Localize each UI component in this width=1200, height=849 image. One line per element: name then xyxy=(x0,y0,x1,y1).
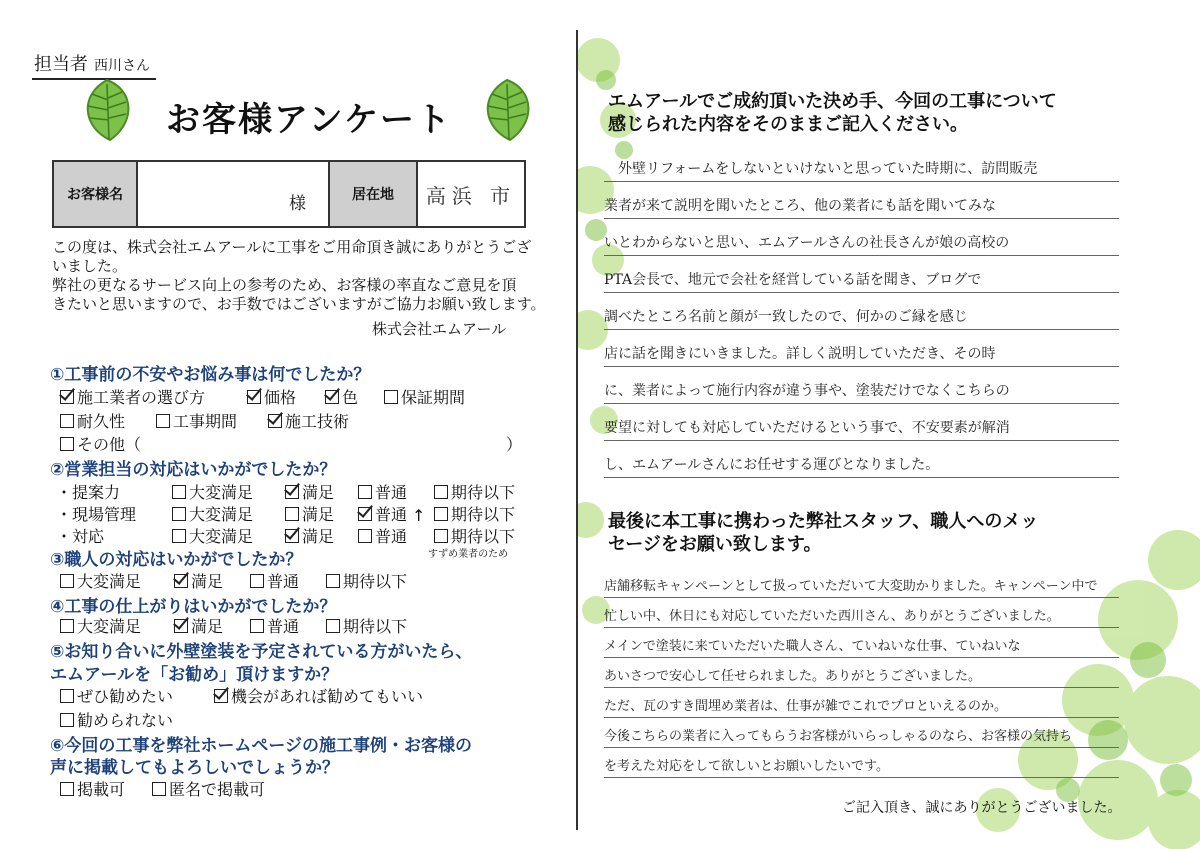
q4-option[interactable]: 大変満足 xyxy=(60,614,141,637)
answer-line: 店に話を聞きにいきました。詳しく説明していただき、その時 xyxy=(604,327,1119,367)
q2-row-label: ・対応 xyxy=(56,527,105,546)
checkbox[interactable] xyxy=(358,485,372,499)
address-field[interactable]: 高浜 市 xyxy=(425,183,517,208)
survey-right-panel xyxy=(578,0,1200,849)
q3-option[interactable]: 満足 xyxy=(174,569,223,592)
q2-option[interactable]: 大変満足 xyxy=(172,524,253,547)
answer-line: し、エムアールさんにお任せする運びとなりました。 xyxy=(604,438,1119,478)
q2-option[interactable]: 大変満足 xyxy=(172,502,253,525)
intro-line: 弊社の更なるサービス向上の参考のため、お客様の率直なご意見を頂 xyxy=(52,276,517,294)
question-4-title: ④工事の仕上がりはいかがでしたか？ xyxy=(50,597,337,617)
q3-option[interactable]: 普通 xyxy=(250,569,299,592)
q2-row-label: ・提案力 xyxy=(56,483,121,502)
question-1-title: ①工事前の不安やお悩み事は何でしたか？ xyxy=(50,365,371,385)
checkbox[interactable] xyxy=(60,782,74,796)
checkbox[interactable] xyxy=(172,529,186,543)
checkbox[interactable] xyxy=(285,485,299,499)
checkbox[interactable] xyxy=(60,437,74,451)
checkbox[interactable] xyxy=(434,485,448,499)
checkbox[interactable] xyxy=(358,529,372,543)
checkbox[interactable] xyxy=(214,689,228,703)
handwritten-note: すずめ業者のため xyxy=(428,549,509,560)
q2-option[interactable]: 大変満足 xyxy=(172,480,253,503)
checkbox[interactable] xyxy=(152,782,166,796)
checkbox[interactable] xyxy=(268,414,282,428)
checkbox[interactable] xyxy=(384,390,398,404)
q4-option[interactable]: 満足 xyxy=(174,614,223,637)
survey-left-panel xyxy=(0,0,578,849)
checkbox[interactable] xyxy=(434,507,448,521)
q1-option[interactable]: 価格 xyxy=(247,385,296,408)
q3-option[interactable]: 期待以下 xyxy=(326,569,407,592)
q2-option[interactable]: 満足 xyxy=(285,524,334,547)
q2-option[interactable]: 満足 xyxy=(285,502,334,525)
customer-name-label: お客様名 xyxy=(54,162,138,226)
q5-option[interactable]: 機会があれば勧めてもいい xyxy=(214,684,423,707)
q4-option[interactable]: 普通 xyxy=(250,614,299,637)
checkbox[interactable] xyxy=(326,574,340,588)
checkbox[interactable] xyxy=(156,414,170,428)
staff-name: 西川さん xyxy=(94,58,150,74)
checkbox[interactable] xyxy=(250,619,264,633)
question-5-title: エムアールを「お勧め」頂けますか？ xyxy=(50,665,339,685)
checkbox[interactable] xyxy=(250,574,264,588)
q1-option-other[interactable]: その他（ xyxy=(60,432,141,455)
leaf-icon xyxy=(476,78,538,144)
checkbox[interactable] xyxy=(358,507,372,521)
checkbox[interactable] xyxy=(247,390,261,404)
checkbox[interactable] xyxy=(60,390,74,404)
answer-line: PTA会長で、地元で会社を経営している話を聞き、ブログで xyxy=(604,253,1119,293)
question-7-title: エムアールでご成約頂いた決め手、今回の工事について 感じられた内容をそのままご記入ください。 xyxy=(608,91,1057,135)
intro-line: きたいと思いますので、お手数ではございますがご協力お願い致します。 xyxy=(52,295,546,313)
q5-option[interactable]: 勧められない xyxy=(60,708,173,731)
answer-line: ただ、瓦のすき間埋め業者は、仕事が雑でこれでプロといえるのか。 xyxy=(604,688,1119,718)
answer-line: を考えた対応をして欲しいとお願いしたいです。 xyxy=(604,748,1119,778)
q1-option[interactable]: 施工業者の選び方 xyxy=(60,385,205,408)
q6-option[interactable]: 掲載可 xyxy=(60,777,125,800)
q2-row-label: ・現場管理 xyxy=(56,505,137,524)
answer-line: 今後こちらの業者に入ってもらうお客様がいらっしゃるのなら、お客様の気持ち xyxy=(604,718,1119,748)
customer-info-table xyxy=(52,160,526,228)
answer-line: いとわからないと思い、エムアールさんの社長さんが娘の高校の xyxy=(604,216,1119,256)
staff-field xyxy=(32,50,156,80)
checkbox[interactable] xyxy=(285,529,299,543)
customer-name-field[interactable] xyxy=(138,162,330,226)
answer-line: 要望に対しても対応していただけるという事で、不安要素が解消 xyxy=(604,401,1119,441)
honorific-suffix: 様 xyxy=(289,194,306,214)
staff-label: 担当者 xyxy=(34,54,88,75)
q2-option[interactable]: 満足 xyxy=(285,480,334,503)
q2-option[interactable]: 期待以下 xyxy=(434,480,515,503)
checkbox[interactable] xyxy=(326,619,340,633)
answer-line: 調べたところ名前と顔が一致したので、何かのご縁を感じ xyxy=(604,290,1119,330)
q2-option[interactable]: 普通 xyxy=(358,524,407,547)
question-2-title: ②営業担当の対応はいかがでしたか？ xyxy=(50,460,337,480)
answer-line: 業者が来て説明を聞いたところ、他の業者にも話を聞いてみな xyxy=(604,179,1119,219)
q1-option[interactable]: 保証期間 xyxy=(384,385,465,408)
q2-option[interactable]: 期待以下 xyxy=(434,524,515,547)
leaf-icon xyxy=(76,78,138,144)
intro-line: この度は、株式会社エムアールに工事をご用命頂き誠にありがとうござ xyxy=(52,238,532,256)
checkbox[interactable] xyxy=(325,390,339,404)
q1-option[interactable]: 工事期間 xyxy=(156,409,237,432)
checkbox[interactable] xyxy=(434,529,448,543)
answer-line: 店舗移転キャンペーンとして扱っていただいて大変助かりました。キャンペーン中で xyxy=(604,568,1119,598)
page-title: お客様アンケート xyxy=(166,100,452,140)
checkbox[interactable] xyxy=(60,574,74,588)
checkbox[interactable] xyxy=(60,619,74,633)
q1-option[interactable]: 施工技術 xyxy=(268,409,349,432)
question-6-title: 声に掲載してもよろしいでしょうか？ xyxy=(50,758,339,778)
q6-option[interactable]: 匿名で掲載可 xyxy=(152,777,265,800)
q4-option[interactable]: 期待以下 xyxy=(326,614,407,637)
q1-other-close: ） xyxy=(506,435,523,454)
checkbox[interactable] xyxy=(60,689,74,703)
arrow-up-icon: ↑ xyxy=(412,506,426,525)
checkbox[interactable] xyxy=(172,485,186,499)
q2-option[interactable]: 普通 xyxy=(358,480,407,503)
q3-option[interactable]: 大変満足 xyxy=(60,569,141,592)
question-8-title: 最後に本工事に携わった弊社スタッフ、職人へのメッ セージをお願い致します。 xyxy=(608,511,1039,555)
question-5-title: ⑤お知り合いに外壁塗装を予定されている方がいたら、 xyxy=(50,642,473,662)
checkbox[interactable] xyxy=(60,713,74,727)
q1-option[interactable]: 耐久性 xyxy=(60,409,125,432)
address-label: 居在地 xyxy=(330,162,418,226)
answer-line: 外壁リフォームをしないといけないと思っていた時期に、訪問販売 xyxy=(604,142,1119,182)
checkbox[interactable] xyxy=(174,574,188,588)
intro-text xyxy=(52,238,562,314)
intro-line: いました。 xyxy=(52,257,128,275)
q2-option[interactable]: 普通 xyxy=(358,502,407,525)
q5-option[interactable]: ぜひ勧めたい xyxy=(60,684,173,707)
checkbox[interactable] xyxy=(285,507,299,521)
question-3-title: ③職人の対応はいかがでしたか？ xyxy=(50,550,303,570)
answer-line: メインで塗装に来ていただいた職人さん、ていねいな仕事、ていねいな xyxy=(604,628,1119,658)
q1-option[interactable]: 色 xyxy=(325,385,358,408)
checkbox[interactable] xyxy=(174,619,188,633)
answer-line: あいさつで安心して任せられました。ありがとうございました。 xyxy=(604,658,1119,688)
answer-line: に、業者によって施行内容が違う事や、塗装だけでなくこちらの xyxy=(604,364,1119,404)
q2-option[interactable]: 期待以下 xyxy=(434,502,515,525)
checkbox[interactable] xyxy=(60,414,74,428)
checkbox[interactable] xyxy=(172,507,186,521)
closing-message: ご記入頂き、誠にありがとうございました。 xyxy=(842,800,1122,816)
company-name: 株式会社エムアール xyxy=(372,320,507,338)
answer-line: 忙しい中、休日にも対応していただいた西川さん、ありがとうございました。 xyxy=(604,598,1119,628)
question-6-title: ⑥今回の工事を弊社ホームページの施工事例・お客様の xyxy=(50,736,473,756)
